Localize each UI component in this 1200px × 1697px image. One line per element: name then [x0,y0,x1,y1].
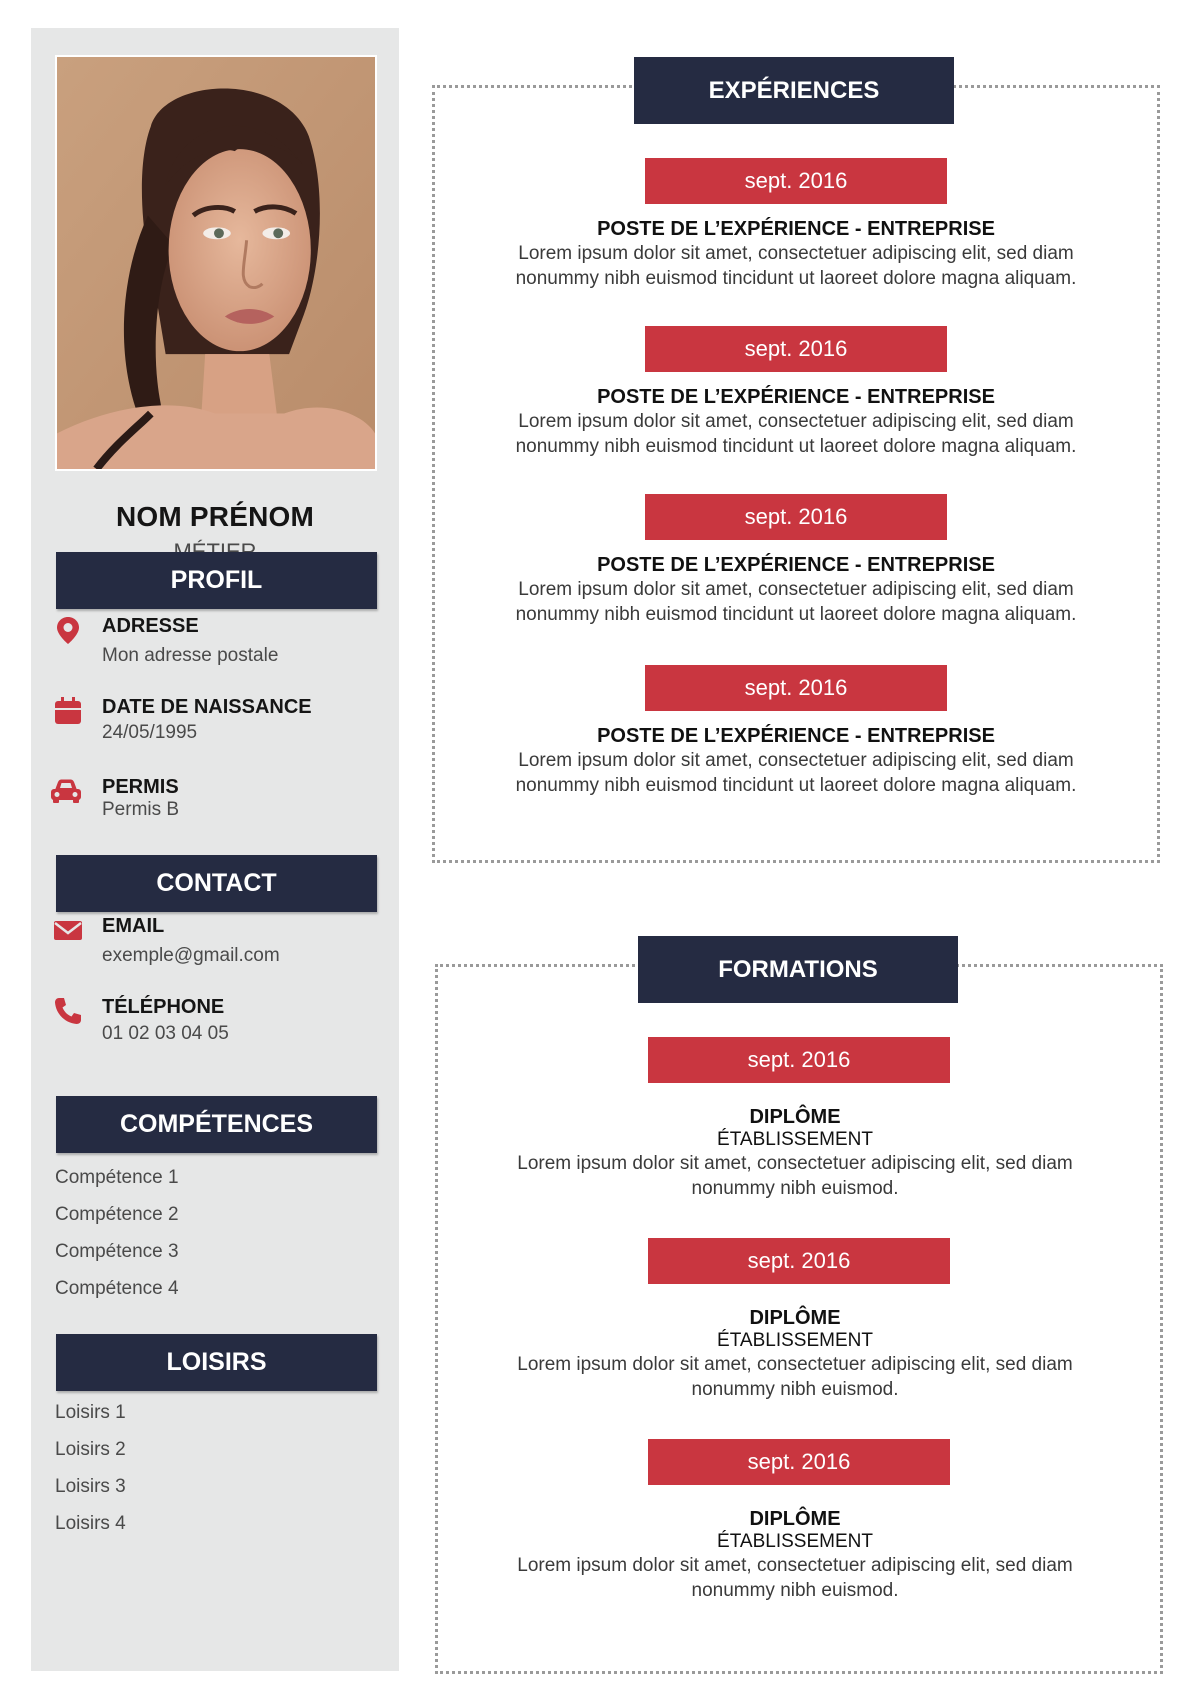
formation-school: ÉTABLISSEMENT [717,1129,873,1150]
formation-desc-line: nonummy nibh euismod. [691,1178,899,1199]
formation-entry [437,1307,1153,1402]
naissance-label: DATE DE NAISSANCE [102,696,312,718]
formation-title: DIPLÔME [749,1307,841,1329]
experience-date: sept. 2016 [645,158,947,204]
formation-desc-line: nonummy nibh euismod. [691,1379,899,1400]
section-title-experiences: EXPÉRIENCES [634,57,954,124]
competence-item: Compétence 3 [55,1241,179,1262]
experience-title: POSTE DE L’EXPÉRIENCE - ENTREPRISE [597,725,995,747]
experience-entry [434,386,1158,459]
experience-date: sept. 2016 [645,665,947,711]
experience-title: POSTE DE L’EXPÉRIENCE - ENTREPRISE [597,218,995,240]
formation-entry [437,1508,1153,1603]
formation-desc-line: nonummy nibh euismod. [691,1580,899,1601]
contact-email [53,915,383,975]
experience-title: POSTE DE L’EXPÉRIENCE - ENTREPRISE [597,554,995,576]
location-pin-icon [53,615,83,645]
contact-telephone [53,996,383,1056]
sidebar [31,28,399,1671]
experience-entry [434,725,1158,798]
permis-label: PERMIS [102,776,179,798]
experience-entry [434,554,1158,627]
experience-desc-line: Lorem ipsum dolor sit amet, consectetuer adipiscing elit, sed diam [518,750,1074,771]
loisir-item: Loisirs 3 [55,1476,126,1497]
formation-desc-line: Lorem ipsum dolor sit amet, consectetuer adipiscing elit, sed diam [517,1354,1073,1375]
formation-desc-line: Lorem ipsum dolor sit amet, consectetuer adipiscing elit, sed diam [517,1555,1073,1576]
formation-entry [437,1106,1153,1201]
formation-date: sept. 2016 [648,1238,950,1284]
adresse-value: Mon adresse postale [102,645,279,666]
loisir-item: Loisirs 1 [55,1402,126,1423]
formation-date: sept. 2016 [648,1439,950,1485]
profil-naissance [53,696,383,756]
experience-desc-line: Lorem ipsum dolor sit amet, consectetuer adipiscing elit, sed diam [518,579,1074,600]
section-title-loisirs: LOISIRS [56,1334,377,1391]
competence-item: Compétence 4 [55,1278,179,1299]
experience-entry [434,218,1158,291]
experience-date: sept. 2016 [645,326,947,372]
email-value: exemple@gmail.com [102,945,280,966]
permis-value: Permis B [102,799,180,820]
phone-icon [53,996,83,1026]
section-title-competences: COMPÉTENCES [56,1096,377,1153]
section-title-contact: CONTACT [56,855,377,912]
formation-school: ÉTABLISSEMENT [717,1330,873,1351]
experience-desc-line: nonummy nibh euismod tincidunt ut laoreet dolore magna aliquam. [515,775,1077,796]
profil-adresse [53,615,383,675]
car-icon [49,776,83,806]
experience-desc-line: Lorem ipsum dolor sit amet, consectetuer adipiscing elit, sed diam [518,411,1074,432]
telephone-label: TÉLÉPHONE [102,996,225,1018]
loisir-item: Loisirs 2 [55,1439,126,1460]
loisir-item: Loisirs 4 [55,1513,126,1534]
experience-desc-line: Lorem ipsum dolor sit amet, consectetuer adipiscing elit, sed diam [518,243,1074,264]
profile-photo [55,55,377,471]
naissance-value: 24/05/1995 [102,722,198,743]
section-title-profil: PROFIL [56,552,377,609]
formation-title: DIPLÔME [749,1106,841,1128]
email-label: EMAIL [102,915,165,937]
profil-permis [53,776,383,836]
formation-desc-line: Lorem ipsum dolor sit amet, consectetuer adipiscing elit, sed diam [517,1153,1073,1174]
experience-desc-line: nonummy nibh euismod tincidunt ut laoreet dolore magna aliquam. [515,604,1077,625]
section-title-formations: FORMATIONS [638,936,958,1003]
experience-desc-line: nonummy nibh euismod tincidunt ut laoreet dolore magna aliquam. [515,436,1077,457]
person-name: NOM PRÉNOM [116,501,314,532]
envelope-icon [53,915,83,945]
formation-title: DIPLÔME [749,1508,841,1530]
formation-date: sept. 2016 [648,1037,950,1083]
competence-item: Compétence 1 [55,1167,179,1188]
adresse-label: ADRESSE [102,615,199,637]
competence-item: Compétence 2 [55,1204,179,1225]
experience-desc-line: nonummy nibh euismod tincidunt ut laoreet dolore magna aliquam. [515,268,1077,289]
experience-title: POSTE DE L’EXPÉRIENCE - ENTREPRISE [597,386,995,408]
calendar-icon [53,696,83,726]
experience-date: sept. 2016 [645,494,947,540]
formation-school: ÉTABLISSEMENT [717,1531,873,1552]
telephone-value: 01 02 03 04 05 [102,1023,229,1044]
